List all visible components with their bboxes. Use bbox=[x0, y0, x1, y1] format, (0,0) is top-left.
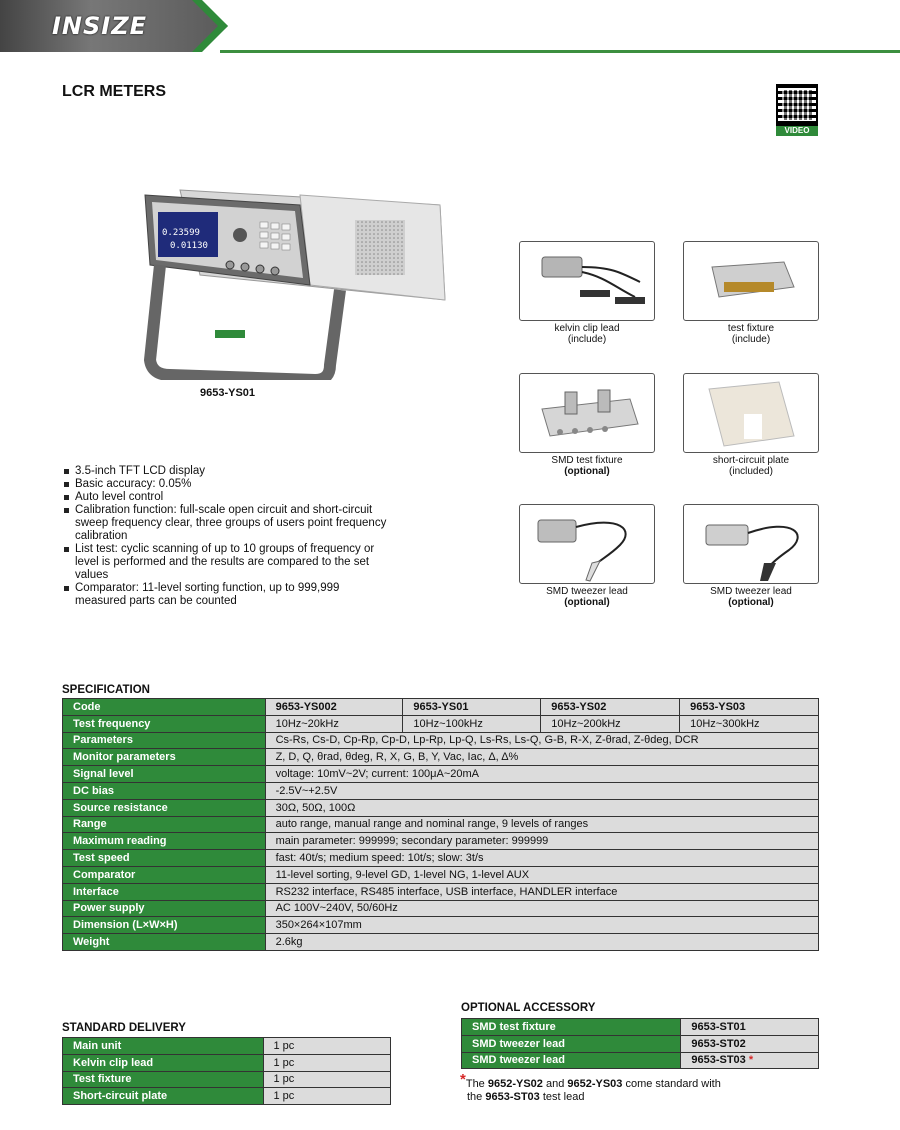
spec-value: 2.6kg bbox=[265, 934, 818, 951]
spec-row bbox=[63, 866, 819, 883]
accessory-smd-tweezer-lead-1 bbox=[519, 504, 655, 608]
spec-label: Maximum reading bbox=[63, 833, 266, 850]
accessory-short-circuit-plate bbox=[683, 373, 819, 477]
feature-list bbox=[62, 465, 392, 608]
spec-label: Test speed bbox=[63, 850, 266, 867]
delivery-label: Kelvin clip lead bbox=[63, 1054, 264, 1071]
spec-label: Dimension (L×W×H) bbox=[63, 917, 266, 934]
accessory-name: test fixture bbox=[727, 323, 775, 334]
spec-row bbox=[63, 816, 819, 833]
optional-row bbox=[462, 1052, 819, 1069]
spec-label: Range bbox=[63, 816, 266, 833]
delivery-qty: 1 pc bbox=[263, 1054, 391, 1071]
spec-row bbox=[63, 833, 819, 850]
footnote-model: 9652-YS03 bbox=[567, 1078, 623, 1090]
standard-delivery-title: STANDARD DELIVERY bbox=[62, 1022, 186, 1034]
accessory-name: SMD tweezer lead bbox=[546, 586, 628, 597]
spec-value: main parameter: 999999; secondary parameter: 999999 bbox=[265, 833, 818, 850]
smd-tweezer-lead-image bbox=[519, 504, 655, 584]
page-title: LCR METERS bbox=[62, 83, 166, 100]
spec-label: Comparator bbox=[63, 866, 266, 883]
lcr-meter-image bbox=[140, 180, 450, 380]
spec-label: Weight bbox=[63, 934, 266, 951]
kelvin-clip-lead-image bbox=[519, 241, 655, 321]
feature-item: Comparator: 11-level sorting function, up to 999,999 measured parts can be counted bbox=[62, 582, 392, 608]
accessory-status: (optional) bbox=[564, 597, 610, 608]
spec-label: Code bbox=[63, 699, 266, 716]
optional-label: SMD tweezer lead bbox=[462, 1035, 681, 1052]
optional-accessory-table bbox=[461, 1018, 819, 1069]
spec-row-code bbox=[63, 699, 819, 716]
delivery-row bbox=[63, 1088, 391, 1105]
spec-row bbox=[63, 900, 819, 917]
spec-row bbox=[63, 749, 819, 766]
delivery-qty: 1 pc bbox=[263, 1071, 391, 1088]
spec-value: auto range, manual range and nominal range, 9 levels of ranges bbox=[265, 816, 818, 833]
asterisk-mark: * bbox=[748, 1054, 754, 1067]
smd-test-fixture-image bbox=[519, 373, 655, 453]
delivery-qty: 1 pc bbox=[263, 1038, 391, 1055]
footnote-model: 9653-ST03 bbox=[485, 1091, 540, 1103]
accessory-status: (include) bbox=[731, 334, 771, 345]
accessory-test-fixture bbox=[683, 241, 819, 345]
footnote-text: test lead bbox=[539, 1091, 585, 1103]
delivery-qty: 1 pc bbox=[263, 1088, 391, 1105]
accessory-status: (optional) bbox=[564, 466, 610, 477]
spec-value: 30Ω, 50Ω, 100Ω bbox=[265, 799, 818, 816]
delivery-row bbox=[63, 1071, 391, 1088]
smd-tweezer-lead-image bbox=[683, 504, 819, 584]
footnote-text: and bbox=[542, 1078, 568, 1090]
accessory-status: (include) bbox=[567, 334, 607, 345]
spec-row bbox=[63, 799, 819, 816]
accessory-smd-test-fixture bbox=[519, 373, 655, 477]
footnote-text: come standard with bbox=[622, 1078, 721, 1090]
qr-video-label: VIDEO bbox=[776, 126, 818, 136]
optional-row bbox=[462, 1019, 819, 1036]
delivery-label: Test fixture bbox=[63, 1071, 264, 1088]
footnote-model: 9652-YS02 bbox=[487, 1078, 543, 1090]
spec-row bbox=[63, 732, 819, 749]
spec-value: voltage: 10mV~2V; current: 100μA~20mA bbox=[265, 766, 818, 783]
accessory-name: kelvin clip lead bbox=[554, 323, 620, 334]
spec-value: 10Hz~200kHz bbox=[541, 715, 680, 732]
spec-value: 10Hz~100kHz bbox=[403, 715, 541, 732]
optional-accessory-title: OPTIONAL ACCESSORY bbox=[461, 1002, 596, 1014]
feature-item: Auto level control bbox=[62, 491, 392, 504]
spec-value: Z, D, Q, θrad, θdeg, R, X, G, B, Y, Vac, Iac, Δ, Δ% bbox=[265, 749, 818, 766]
spec-row bbox=[63, 782, 819, 799]
spec-label: Power supply bbox=[63, 900, 266, 917]
spec-row bbox=[63, 883, 819, 900]
footnote-asterisk: * bbox=[460, 1071, 466, 1088]
footnote-text: The bbox=[465, 1078, 488, 1090]
specification-table bbox=[62, 698, 819, 951]
spec-label: Signal level bbox=[63, 766, 266, 783]
page-header bbox=[0, 0, 900, 56]
spec-value: 11-level sorting, 9-level GD, 1-level NG, 1-level AUX bbox=[265, 866, 818, 883]
screen-reading-2: 0.01130 bbox=[170, 241, 208, 251]
optional-row bbox=[462, 1035, 819, 1052]
spec-value: 10Hz~20kHz bbox=[265, 715, 403, 732]
accessory-smd-tweezer-lead-2 bbox=[683, 504, 819, 608]
spec-row bbox=[63, 766, 819, 783]
spec-label: Monitor parameters bbox=[63, 749, 266, 766]
optional-code-text: 9653-ST03 bbox=[691, 1054, 746, 1067]
spec-value: fast: 40t/s; medium speed: 10t/s; slow: 3t/s bbox=[265, 850, 818, 867]
accessory-name: short-circuit plate bbox=[712, 455, 790, 466]
specification-title: SPECIFICATION bbox=[62, 684, 150, 696]
spec-label: Test frequency bbox=[63, 715, 266, 732]
delivery-label: Main unit bbox=[63, 1038, 264, 1055]
standard-delivery-table bbox=[62, 1037, 391, 1105]
short-circuit-plate-image bbox=[683, 373, 819, 453]
optional-code: 9653-ST01 bbox=[681, 1019, 819, 1036]
spec-label: Interface bbox=[63, 883, 266, 900]
spec-row-frequency bbox=[63, 715, 819, 732]
brand-logo: INSIZE bbox=[52, 12, 148, 40]
optional-code: 9653-ST02 bbox=[681, 1035, 819, 1052]
screen-reading-1: 0.23599 bbox=[162, 228, 200, 238]
qr-code[interactable] bbox=[776, 84, 818, 136]
optional-label: SMD tweezer lead bbox=[462, 1052, 681, 1069]
optional-code bbox=[681, 1052, 819, 1069]
spec-value: AC 100V~240V, 50/60Hz bbox=[265, 900, 818, 917]
feature-item: Calibration function: full-scale open circuit and short-circuit sweep frequency clear, three groups of users point frequency calibration bbox=[62, 504, 392, 543]
spec-code: 9653-YS03 bbox=[680, 699, 819, 716]
accessory-kelvin-clip-lead bbox=[519, 241, 655, 345]
feature-item: List test: cyclic scanning of up to 10 groups of frequency or level is performed and the results are compared to the set values bbox=[62, 543, 392, 582]
spec-label: Parameters bbox=[63, 732, 266, 749]
delivery-label: Short-circuit plate bbox=[63, 1088, 264, 1105]
product-model: 9653-YS01 bbox=[200, 387, 256, 399]
spec-value: 10Hz~300kHz bbox=[680, 715, 819, 732]
spec-row bbox=[63, 850, 819, 867]
accessory-name: SMD test fixture bbox=[551, 455, 623, 466]
spec-row bbox=[63, 917, 819, 934]
delivery-row bbox=[63, 1054, 391, 1071]
spec-code: 9653-YS01 bbox=[403, 699, 541, 716]
spec-value: -2.5V~+2.5V bbox=[265, 782, 818, 799]
test-fixture-image bbox=[683, 241, 819, 321]
feature-item: Basic accuracy: 0.05% bbox=[62, 478, 392, 491]
spec-label: DC bias bbox=[63, 782, 266, 799]
spec-row bbox=[63, 934, 819, 951]
spec-value: Cs-Rs, Cs-D, Cp-Rp, Cp-D, Lp-Rp, Lp-Q, Ls-Rs, Ls-Q, G-B, R-X, Z-θrad, Z-θdeg, DCR bbox=[265, 732, 818, 749]
spec-label: Source resistance bbox=[63, 799, 266, 816]
accessory-name: SMD tweezer lead bbox=[710, 586, 792, 597]
accessory-status: (included) bbox=[729, 466, 773, 477]
delivery-row bbox=[63, 1038, 391, 1055]
header-rule bbox=[220, 50, 900, 53]
feature-item: 3.5-inch TFT LCD display bbox=[62, 465, 392, 478]
spec-value: RS232 interface, RS485 interface, USB interface, HANDLER interface bbox=[265, 883, 818, 900]
spec-code: 9653-YS002 bbox=[265, 699, 403, 716]
qr-code-icon bbox=[776, 84, 818, 126]
accessory-status: (optional) bbox=[728, 597, 774, 608]
spec-code: 9653-YS02 bbox=[541, 699, 680, 716]
spec-value: 350×264×107mm bbox=[265, 917, 818, 934]
footnote bbox=[460, 1071, 721, 1104]
optional-label: SMD test fixture bbox=[462, 1019, 681, 1036]
footnote-text: the bbox=[467, 1091, 486, 1103]
